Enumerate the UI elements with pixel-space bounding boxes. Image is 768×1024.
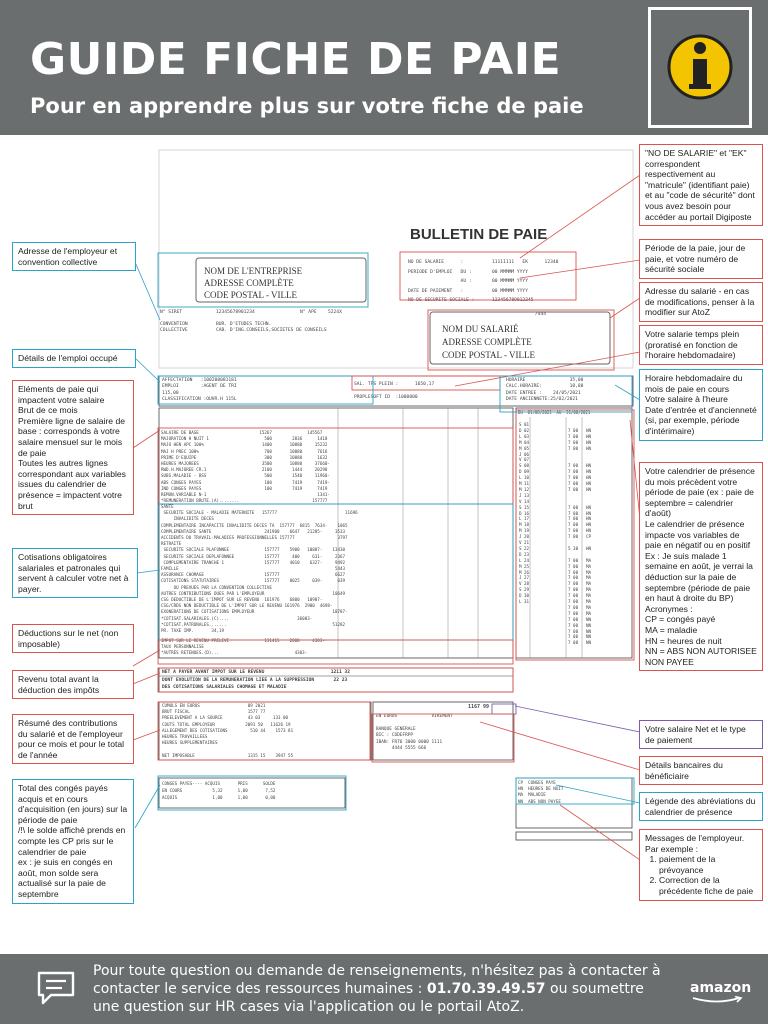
- calendar-cell-h: 5 30: [568, 545, 579, 551]
- calendar-cell-d: M: [519, 563, 522, 569]
- calendar-cell-c: MA: [586, 610, 592, 616]
- calendar-cell-h: 7 00: [568, 622, 579, 628]
- note-messages-item: 1. paiement de la prévoyance: [659, 854, 757, 875]
- calendar-cell-c: NN: [586, 616, 592, 622]
- calendar-cell-n: 28: [524, 581, 530, 587]
- calendar-cell-c: NN: [586, 628, 592, 634]
- calendar-cell-d: D: [519, 510, 522, 516]
- note-employee-number: "NO DE SALARIE" et "EK" correspondent respectivement au "matricule" (identifiant paie) et au "code de sécurité" dont vous avez besoin pour accéder au portail Digiposte: [639, 144, 763, 226]
- calendar-cell-h: 7 00: [568, 581, 579, 587]
- calendar-cell-c: MA: [586, 563, 592, 569]
- calendar-cell-h: 7 00: [568, 481, 579, 486]
- calendar-cell-d: L: [519, 599, 522, 604]
- net-before-tax-lines: NET A PAYER AVANT IMPOT SUR LE REVENU 1211 32 DONT EVOLUTION DE LA REMUNERATION LIEE A LA SUPPRESSION 22 23 DES COTISATIONS SALARIALES CHOMAGE ET MALADIE: [162, 670, 351, 690]
- calendar-cell-d: V: [519, 540, 522, 545]
- calendar-cell-n: 11: [524, 481, 530, 486]
- calendar-cell-d: S: [519, 504, 522, 510]
- calendar-cell-d: S: [519, 422, 522, 427]
- calendar-cell-h: 7 00: [568, 445, 579, 451]
- calendar-cell-d: S: [519, 587, 522, 593]
- calendar-cell-d: S: [519, 463, 522, 469]
- calendar-cell-h: 7 00: [568, 475, 579, 481]
- calendar-cell-d: L: [519, 557, 522, 563]
- note-pay-period: Période de la paie, jour de paie, et votre numéro de sécurité sociale: [639, 239, 763, 279]
- calendar-legend: CP CONGES PAYE HN HEURES DE NUIT MA MALADIE NN ABS NON PAYEE: [518, 780, 564, 804]
- paid-leave-lines: CONGES PAYES---- ACQUIS PRIS SOLDE EN COURS 5,32 1,00 7,52 ACQUIS 1,00 1,00 0,00: [162, 781, 276, 800]
- net-paid-amount: 1167 99: [468, 704, 490, 710]
- calendar-cell-d: S: [519, 545, 522, 551]
- amazon-logo-text: amazon: [690, 980, 752, 996]
- calendar-cell-c: MA: [586, 593, 592, 599]
- calendar-cell-n: 24: [524, 557, 530, 563]
- note-bank-details: Détails bancaires du bénéficiaire: [639, 756, 763, 785]
- calendar-cell-h: 7 00: [568, 486, 579, 492]
- calendar-cell-h: 7 00: [568, 463, 579, 469]
- calendar-cell-h: 7 00: [568, 616, 579, 622]
- calendar-cell-h: 7 00: [568, 504, 579, 510]
- calendar-cell-h: 7 00: [568, 433, 579, 439]
- employee-fields-values: 11111111 EK 12340 00 MMMMM YYYY 00 MMMMM YYYY 00 MMMMM YYYY 123456789012345: [492, 260, 559, 303]
- note-summary: Résumé des contributions du salarié et de l'employeur pour ce mois et pour le total de l'année: [12, 714, 134, 764]
- note-messages-title: Messages de l'employeur. Par exemple :: [645, 833, 745, 854]
- calendar-cell-h: 7 00: [568, 510, 579, 516]
- footer-text-before: Pour toute question ou demande de renseignements, n'hésitez pas à contacter à contacter le service des ressources humaines :: [93, 963, 661, 997]
- calendar-cell-d: J: [519, 492, 522, 498]
- calendar-cell-h: 7 00: [568, 610, 579, 616]
- calendar-cell-n: 23: [524, 551, 530, 557]
- calendar-cell-c: MA: [586, 569, 592, 575]
- calendar-cell-d: L: [519, 516, 522, 522]
- calendar-cell-h: 7 00: [568, 569, 579, 575]
- calendar-cell-n: 13: [524, 492, 530, 498]
- calendar-cell-c: NN: [586, 640, 592, 646]
- calendar-cell-c: MA: [586, 557, 592, 563]
- calendar-cell-n: 08: [524, 463, 530, 469]
- note-legend: Légende des abréviations du calendrier de présence: [639, 792, 763, 821]
- calendar-cell-h: 7 00: [568, 522, 579, 528]
- calendar-cell-c: HN: [586, 445, 592, 451]
- contribution-lines: SANTE SECURITE SOCIALE - MALADIE MATERNITE 157777 11696 INVALIDITE DECES COMPLEMENTAIRE INCAPACITE INVALIDITE DECES TA 157777 6815 7634- 1065 COMPLEMENTAIRE SANTE 241900 6647 21285- 3533 ACCIDENTS DU TRAVAIL-MALADIES PROFESSIONNELLES 157777 3797 RETRAITE SECURITE SOCIALE PLAFONNEE 157777 5900 10887- 13430 SECURITE SOCIALE DEPLAFONNEE 157777 400 631- 2367 COMPLEMENTAIRE TRANCHE 1 157777 4010 6327- 9492 FAMILLE 5443 ASSURANCE CHOMAGE 157777 6627 COTISATIONS STATUTAIRES 157777 0025 039- 039 OU PREVUES PAR LA CONVENTION COLLECTIVE AUTRES CONTRIBUTIONS DUES PAR L'EMPLOYEUR 10649 CSG DEDUCTIBLE DE L'IMPOT SUR LE REVENU 161976 6800 10987- CSG/CRDS NON DEDUCTIBLE DE L'IMPOT SUR LE REVENU 161976 2900 4698- EXONERATIONS DE COTISATIONS EMPLOYEUR 18787- *COTISAT.SALARIALES.(C).... 36003- *COTISAT.PATRONALES....... 51282 PR. TAXE IMP. 34,19: [161, 504, 358, 634]
- calendar-cell-n: 10: [524, 475, 530, 481]
- calendar-cell-d: M: [519, 486, 522, 492]
- contract-block: HORAIRE 35,00 CALC.HORAIRE: 10,88 DATE ENTREE : 24/05/2021 DATE ANCIENNETE:25/02/2021: [506, 378, 584, 403]
- employer-name: NOM DE L'ENTREPRISE: [204, 266, 303, 276]
- calendar-cell-c: CP: [586, 534, 592, 540]
- page-marker: /444: [535, 312, 547, 317]
- calendar-cell-d: J: [519, 451, 522, 457]
- calendar-cell-c: NN: [586, 634, 592, 640]
- employee-address: ADRESSE COMPLÈTE: [442, 337, 532, 347]
- calendar-cell-h: 7 00: [568, 427, 579, 433]
- info-icon-frame: [648, 7, 752, 128]
- calendar-cell-d: D: [519, 551, 522, 557]
- calendar-cell-n: 17: [524, 516, 530, 522]
- summary-lines: CUMULS EN EUROS 09 2021 BRUT FISCAL 1577 77 PREELEVEMENT A LA SOURCE 43 03 133 00 COUTS TOTAL EMPLOYEUR 2091 50 11626 19 ALLEGEMENT DES COTISATIONS 510 44 1573 81 HEURES TRAVAILLEES HEURES SUPPLEMENTAIRES NET IMPOSABLE 1315 15 3947 55: [162, 703, 294, 758]
- payslip: [158, 142, 634, 842]
- employer-postcode: CODE POSTAL - VILLE: [204, 290, 298, 300]
- calendar-cell-c: HN: [586, 481, 592, 486]
- calendar-cell-h: 7 00: [568, 528, 579, 534]
- calendar-header: DU 01/08/2021 AU 31/08/2021: [518, 410, 591, 415]
- convention-label: CONVENTION COLLECTIVE: [160, 322, 188, 334]
- job-block: AFFECTATION :100200081181 EMPLOI :AGENT DE TRI 115,00 CLASSIFICATION :OUVR.H 115L: [162, 378, 237, 403]
- calendar-cell-n: 03: [524, 433, 530, 439]
- calendar-cell-n: 06: [524, 451, 530, 457]
- calendar-cell-h: 7 00: [568, 439, 579, 445]
- note-full-time-salary: Votre salarie temps plein (proratisé en fonction de l'horaire hebdomadaire): [639, 325, 763, 365]
- siret-value: 12345678901234: [216, 310, 255, 315]
- calendar-cell-d: M: [519, 439, 522, 445]
- note-job-details: Détails de l'emploi occupé: [12, 349, 136, 368]
- calendar-cell-n: 19: [524, 528, 530, 534]
- calendar-cell-n: 04: [524, 439, 530, 445]
- calendar-cell-c: HN: [586, 469, 592, 475]
- calendar-cell-d: D: [519, 427, 522, 433]
- calendar-cell-d: M: [519, 528, 522, 534]
- pay-lines: SALAIRE DE BASE 15267 145567 MAJORATION H NUIT 1 500 2836 1418 MAJO HEN APC 100% 1400 10880 15232 MAJ H PREC 100% 700 10880 7616 PRIME D'EQUIPE 300 10880 1632 HEURES MAJOREES 3500 10880 37660- RWD.H.MAJOREE CR.1 2100 1444 20298 SUBS.MALADIE - BSS 500 1540 11960- ABS CONGES PAYES 100 7419 7419- IND CONGES PAYES 100 7419 7419 REMUN.VARIABLE N-1 1341- *REMUNERATION BRUTE.(A)........ 157777: [161, 430, 330, 504]
- convention-value: BUR. D'ETUDES TECHN. CAB. D'ING.CONSEILS,SOCIETES DE CONSEILS: [216, 322, 327, 334]
- calendar-cell-n: 26: [524, 569, 530, 575]
- calendar-cell-h: 7 00: [568, 599, 579, 604]
- calendar-cell-c: HN: [586, 516, 592, 522]
- calendar-cell-n: 05: [524, 445, 530, 451]
- footer-text-after: ou soumettre une question sur HR cases via l'application ou le portail AtoZ.: [93, 981, 644, 1015]
- calendar-cell-c: MA: [586, 599, 592, 604]
- calendar-cell-h: 7 00: [568, 516, 579, 522]
- calendar-cell-n: 30: [524, 593, 530, 599]
- note-weekly-hours: Horaire hebdomadaire du mois de paie en cours Votre salaire à l'heure Date d'entrée et d'ancienneté (si, par exemple, période d'intérimaire): [639, 369, 763, 441]
- employee-postcode: CODE POSTAL - VILLE: [442, 350, 536, 360]
- note-calendar: Votre calendrier de présence du mois précèdent votre période de paie (ex : paie de septembre = calendrier d'août) Le calendrier de présence impacte vos variables de paie en négatif ou en positif Ex : Je suis malade 1 semaine en août, je verrai la déduction sur la paie de septembre (période de paie en haut à droite du BP) Acronymes : CP = congés payé MA = maladie HN = heures de nuit NN = ABS NON AUTORISEE NON PAYEE: [639, 462, 763, 671]
- siret-label: N° SIRET: [160, 310, 183, 315]
- calendar-cell-c: HN: [586, 463, 592, 469]
- page-subtitle: Pour en apprendre plus sur votre fiche de paie: [30, 94, 584, 118]
- calendar-cell-d: M: [519, 445, 522, 451]
- calendar-cell-c: HN: [586, 486, 592, 492]
- message-icon: [36, 968, 76, 1008]
- calendar-cell-c: MA: [586, 587, 592, 593]
- calendar-cell-n: 16: [524, 510, 530, 516]
- calendar-cell-h: 7 00: [568, 587, 579, 593]
- calendar-cell-n: 21: [524, 540, 530, 545]
- calendar-cell-n: 12: [524, 486, 530, 492]
- note-employee-address: Adresse du salarié - en cas de modifications, penser à la modifier sur AtoZ: [639, 282, 763, 322]
- calendar-cell-d: V: [519, 498, 522, 504]
- calendar-cell-n: 25: [524, 563, 530, 569]
- calendar-cell-n: 20: [524, 534, 530, 540]
- employee-name: NOM DU SALARIÉ: [442, 324, 519, 334]
- calendar-cell-c: HN: [586, 427, 592, 433]
- calendar-cell-h: 7 00: [568, 640, 579, 646]
- calendar-cell-d: D: [519, 593, 522, 599]
- calendar-cell-c: MA: [586, 575, 592, 581]
- calendar-cell-c: HN: [586, 439, 592, 445]
- note-net-before-tax: Revenu total avant la déduction des impôts: [12, 670, 134, 699]
- calendar-cell-d: J: [519, 575, 522, 581]
- calendar-row: [518, 652, 632, 658]
- calendar-cell-n: 14: [524, 498, 530, 504]
- info-icon: [651, 10, 749, 125]
- page-title: GUIDE FICHE DE PAIE: [30, 34, 562, 85]
- ape-value: 5224X: [328, 310, 342, 315]
- note-employer-messages: [639, 829, 763, 901]
- calendar-cell-d: M: [519, 569, 522, 575]
- calendar-cell-c: HN: [586, 545, 592, 551]
- employee-fields-labels: NO DE SALARIE : PERIODE D'EMPLOI DU : AU : DATE DE PAIEMENT : NO DE SECURITE SOCIALE :: [408, 260, 475, 303]
- note-contributions: Cotisations obligatoires salariales et patronales qui servent à calculer votre net à payer.: [12, 548, 138, 598]
- ape-label: N° APE: [300, 310, 317, 315]
- note-paid-leave: Total des congés payés acquis et en cours d'acquisition (en jours) sur la période de paie /!\ le solde affiché prends en compte les CP pris sur le calendrier de paie ex : je suis en congés en août, mon solde sera actualisé sur la paie de septembre: [12, 779, 134, 904]
- calendar-cell-n: 09: [524, 469, 530, 475]
- calendar-cell-c: HN: [586, 433, 592, 439]
- hr-phone-number[interactable]: 01.70.39.49.57: [426, 981, 546, 997]
- note-messages-item: 2. Correction de la précédente fiche de paie: [659, 875, 757, 896]
- calendar-cell-h: 7 00: [568, 628, 579, 634]
- note-deductions: Déductions sur le net (non imposable): [12, 624, 134, 653]
- hours-block: SAL. TPS PLEIN : 1650,17 PROPLESOFT ID :1000000: [354, 382, 435, 400]
- note-net-paid: Votre salaire Net et le type de paiement: [639, 720, 763, 749]
- calendar-cell-c: HN: [586, 522, 592, 528]
- calendar-cell-h: 7 00: [568, 634, 579, 640]
- calendar-cell-h: 7 00: [568, 469, 579, 475]
- calendar-cell-h: 7 00: [568, 534, 579, 540]
- calendar-cell-n: 18: [524, 522, 530, 528]
- footer-text: [93, 962, 663, 1016]
- deduction-lines: IMPOT SUR LE REVENU PRELEVE 131415 2000 4303- TAUX PERSONNALISE *AUTRES RETENUES.(D)... 4303-: [161, 638, 325, 656]
- calendar-cell-c: HN: [586, 528, 592, 534]
- calendar-cell-n: 01: [524, 422, 530, 427]
- calendar-cell-h: 7 00: [568, 604, 579, 610]
- calendar-cell-c: HN: [586, 510, 592, 516]
- calendar-cell-d: V: [519, 457, 522, 463]
- calendar-cell-d: L: [519, 475, 522, 481]
- calendar-cell-d: M: [519, 522, 522, 528]
- calendar-cell-n: 02: [524, 427, 530, 433]
- note-messages-list: [645, 854, 757, 896]
- calendar-cell-n: 29: [524, 587, 530, 593]
- amazon-logo: [690, 980, 751, 996]
- bank-details: EN EUROS VIREMENT BANQUE GENERALE BIC : CODEFRPP IBAN: FR76 3000 0000 1111 4444 5555 666: [376, 714, 453, 752]
- calendar-cell-c: NN: [586, 622, 592, 628]
- calendar-cell-h: 7 00: [568, 563, 579, 569]
- calendar-cell-n: 27: [524, 575, 530, 581]
- calendar-cell-d: L: [519, 433, 522, 439]
- calendar-cell-n: 15: [524, 504, 530, 510]
- payslip-title: BULLETIN DE PAIE: [410, 226, 548, 243]
- note-employer-address: Adresse de l'employeur et convention collective: [12, 242, 136, 271]
- calendar-cell-c: MA: [586, 604, 592, 610]
- calendar-cell-d: J: [519, 534, 522, 540]
- employer-address: ADRESSE COMPLÈTE: [204, 278, 294, 288]
- calendar-cell-n: 22: [524, 545, 530, 551]
- calendar-cell-c: MA: [586, 581, 592, 587]
- calendar-cell-d: M: [519, 481, 522, 486]
- calendar-cell-h: 7 00: [568, 593, 579, 599]
- calendar-cell-c: HN: [586, 504, 592, 510]
- calendar-cell-h: 7 00: [568, 557, 579, 563]
- calendar-cell-h: 7 00: [568, 575, 579, 581]
- calendar-cell-c: HN: [586, 475, 592, 481]
- note-pay-elements: Eléments de paie qui impactent votre salaire Brut de ce mois Première ligne de salaire de base : corresponds à votre salaire mensuel sur le mois de paie Toutes les autres lignes correspondant aux variables issues du calendrier de présence = impactent votre brut: [12, 380, 134, 515]
- calendar-cell-d: V: [519, 581, 522, 587]
- calendar-cell-d: D: [519, 469, 522, 475]
- calendar-cell-n: 31: [524, 599, 530, 604]
- amazon-smile-icon: [691, 996, 745, 1004]
- calendar-cell-n: 07: [524, 457, 530, 463]
- attendance-calendar: [518, 422, 632, 658]
